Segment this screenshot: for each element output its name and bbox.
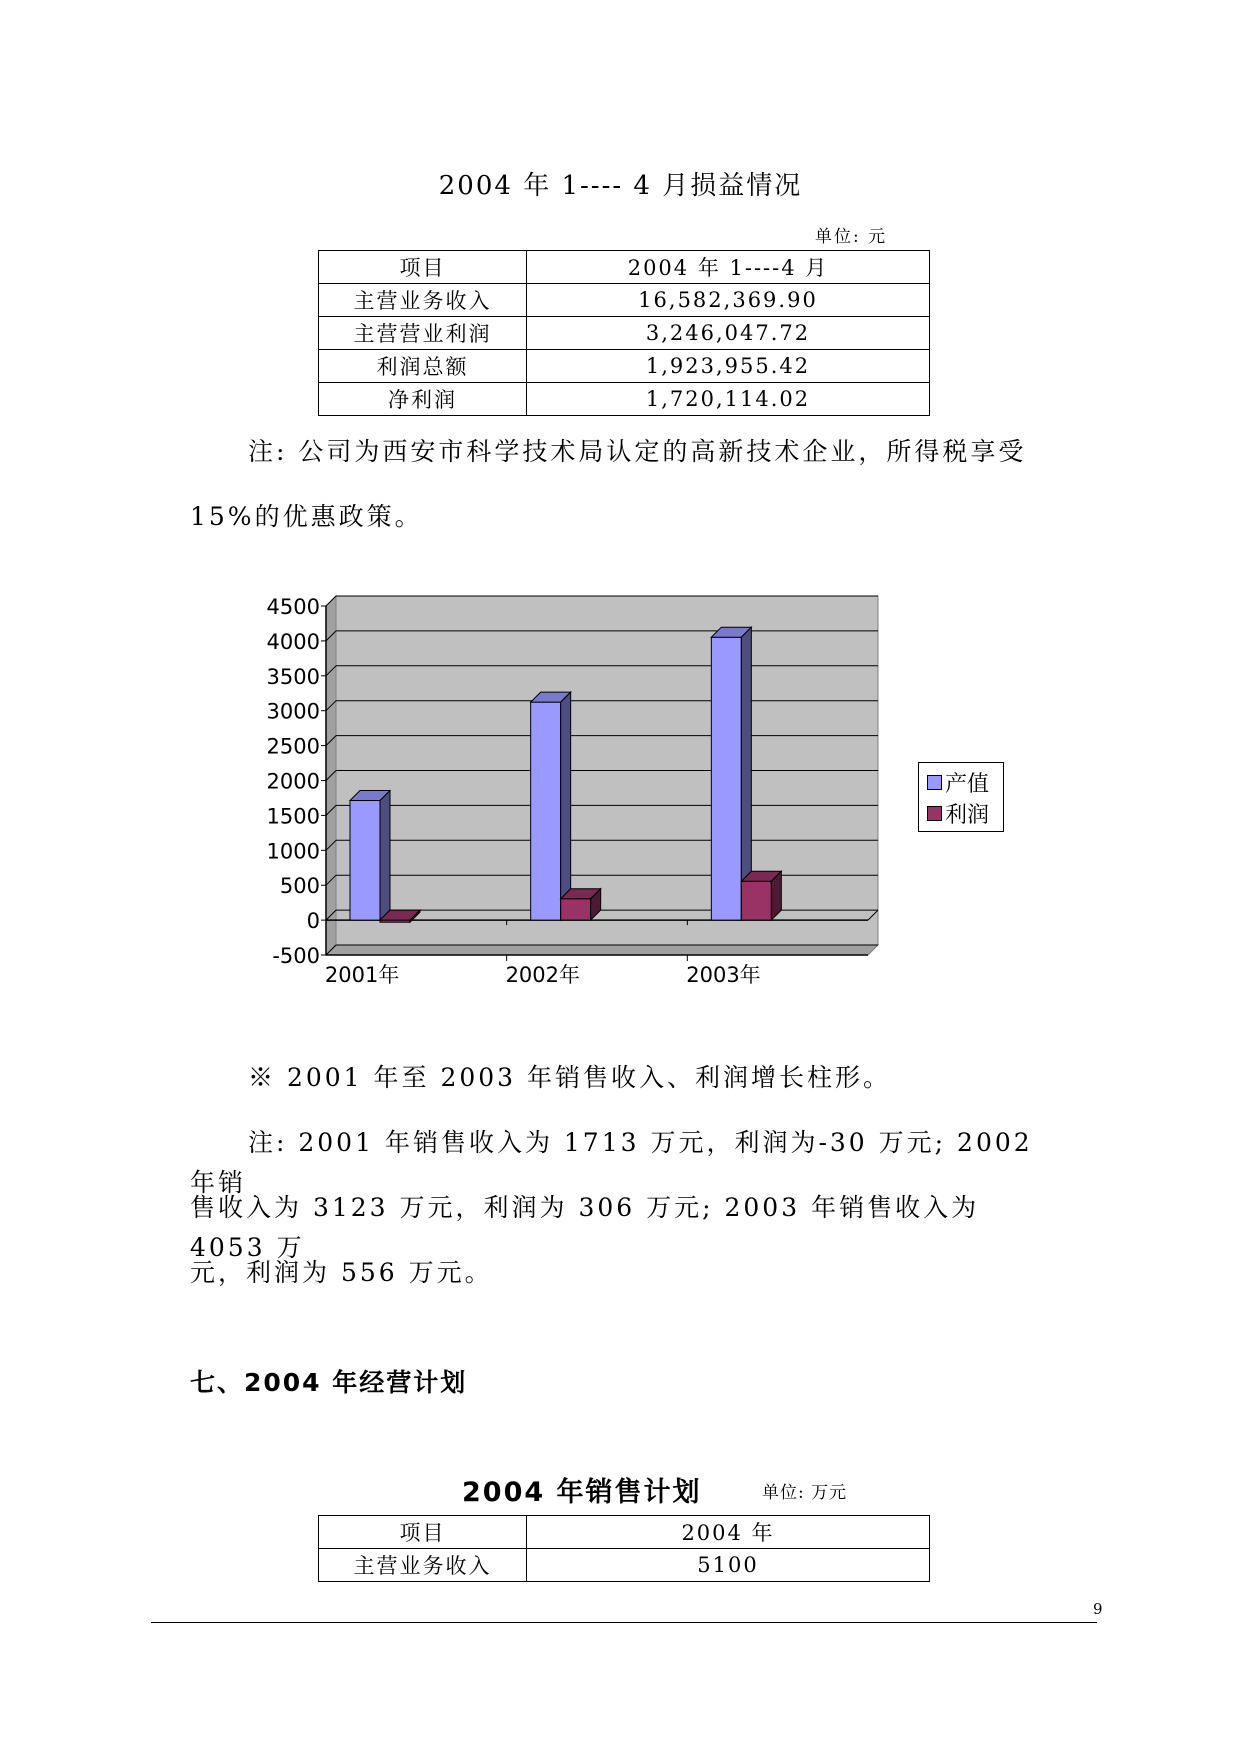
table-cell: 5100: [527, 1549, 930, 1582]
table-cell: 净利润: [319, 383, 527, 416]
bar-front: [561, 899, 591, 920]
table-header-cell: 项目: [319, 251, 527, 284]
section-heading: 七、2004 年经营计划: [190, 1368, 468, 1397]
table-cell: 主营营业利润: [319, 317, 527, 350]
tax-note-line-2: 15%的优惠政策。: [190, 502, 423, 531]
income-table-title: 2004 年 1---- 4 月损益情况: [438, 171, 803, 201]
y-tick-label: 2000: [266, 769, 320, 794]
chart-legend: [918, 762, 1004, 832]
x-axis-tick-labels: [325, 963, 761, 987]
income-table-unit: 单位: 元: [815, 227, 888, 247]
bar-front: [741, 881, 771, 920]
chart-note-line-1: 注: 2001 年销售收入为 1713 万元，利润为-30 万元; 2002 年销: [190, 1128, 1033, 1197]
bar: [350, 791, 390, 921]
table-cell: 16,582,369.90: [527, 284, 930, 317]
chart-floor: [326, 945, 878, 955]
x-tick-label: 2001年: [324, 963, 400, 987]
bar-front: [711, 637, 741, 920]
y-tick-label: 4500: [266, 595, 320, 619]
bar-front: [350, 801, 380, 921]
table-row: [319, 1549, 930, 1582]
y-tick-label: 0: [306, 909, 320, 934]
x-tick-label: 2002年: [505, 963, 581, 987]
table-cell: 1,720,114.02: [527, 383, 930, 416]
legend-swatch: [927, 806, 942, 821]
table-header-cell: 项目: [319, 1516, 527, 1549]
y-tick-label: 500: [279, 874, 320, 899]
chart-note-line-3: 元，利润为 556 万元。: [190, 1258, 493, 1287]
bar: [561, 889, 601, 920]
y-tick-label: 1500: [266, 804, 320, 829]
page-number: 9: [1093, 1600, 1103, 1618]
table-cell: 利润总额: [319, 350, 527, 383]
table-cell: 主营业务收入: [319, 284, 527, 317]
table-cell: 1,923,955.42: [527, 350, 930, 383]
table-cell: 主营业务收入: [319, 1549, 527, 1582]
table-header-cell: 2004 年 1----4 月: [527, 251, 930, 284]
table-header-row: [319, 1516, 930, 1549]
bar-side: [561, 692, 571, 920]
sales-plan-table: [318, 1515, 930, 1582]
sales-plan-unit: 单位: 万元: [762, 1483, 848, 1503]
bar: [531, 692, 571, 920]
tax-note-line-1: 注: 公司为西安市科学技术局认定的高新技术企业，所得税享受: [248, 437, 1027, 466]
table-header-cell: 2004 年: [527, 1516, 930, 1549]
legend-label: 利润: [945, 803, 990, 828]
legend-label: 产值: [945, 772, 990, 797]
bar: [711, 627, 751, 920]
footer-rule: [151, 1622, 1097, 1623]
chart-caption: ※ 2001 年至 2003 年销售收入、利润增长柱形。: [248, 1063, 892, 1092]
y-tick-label: 1000: [266, 839, 320, 864]
x-tick-label: 2003年: [686, 963, 761, 987]
bar-front: [531, 702, 561, 920]
bar: [741, 871, 781, 920]
legend-swatch: [927, 775, 942, 790]
table-cell: 3,246,047.72: [527, 317, 930, 350]
sales-plan-title: 2004 年销售计划: [462, 1477, 702, 1508]
bar-side: [380, 791, 390, 921]
y-tick-label: 2500: [266, 734, 320, 759]
chart-note-line-2: 售收入为 3123 万元，利润为 306 万元; 2003 年销售收入为 4053 万: [190, 1193, 980, 1262]
y-axis-tick-labels: [267, 595, 320, 968]
y-tick-label: -500: [272, 944, 320, 968]
y-tick-label: 3000: [266, 699, 320, 724]
y-tick-label: 4000: [266, 629, 320, 654]
y-tick-label: 3500: [266, 664, 320, 689]
